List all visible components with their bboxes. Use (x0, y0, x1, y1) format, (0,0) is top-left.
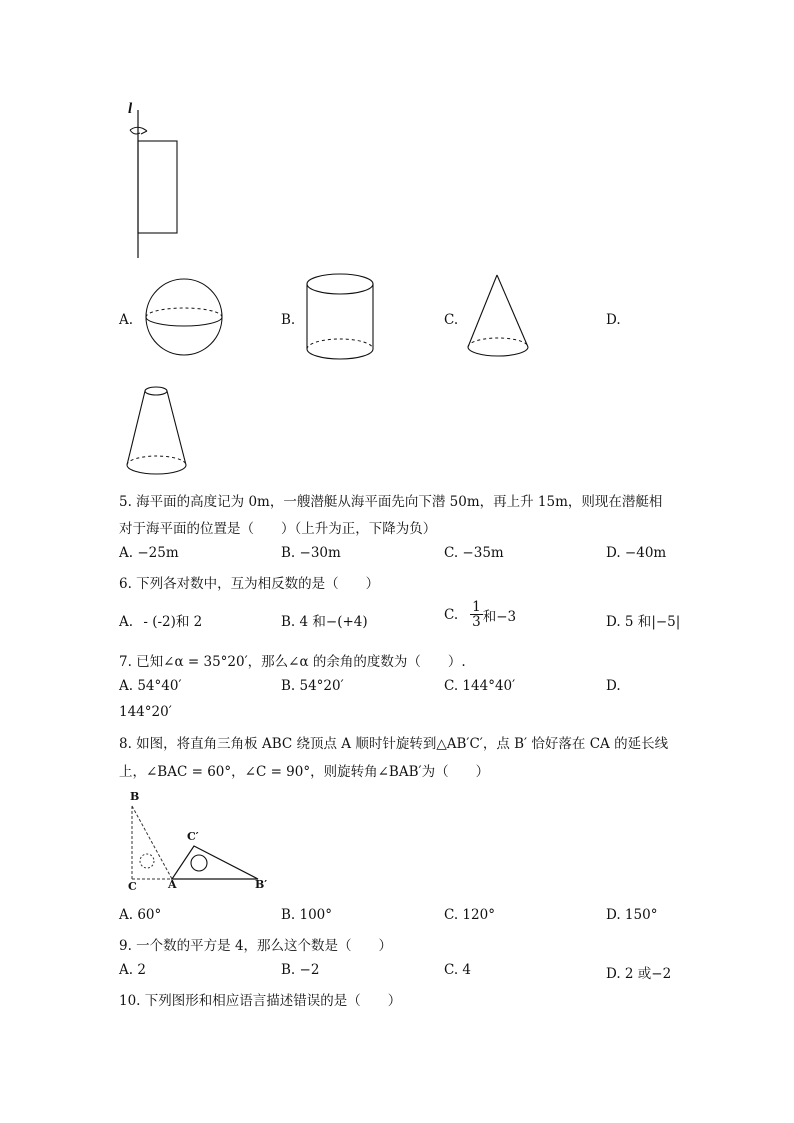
q6-c-prefix: C. (444, 606, 459, 623)
q7-option-a: A. 54°40′ (119, 678, 182, 694)
option-c-label: C. (444, 312, 459, 328)
question-5-line2: 对于海平面的位置是（ ）（上升为正，下降为负） (119, 521, 437, 537)
question-8-line1: 8. 如图，将直角三角板 ABC 绕顶点 A 顺时针旋转到△AB′C′，点 B′ 恰好落在 CA 的延长线 (119, 736, 669, 752)
rotation-diagram (120, 100, 200, 270)
q7-option-d-value: 144°20′ (119, 704, 172, 720)
option-a-label: A. (119, 312, 134, 328)
question-8-line2: 上，∠BAC = 60°，∠C = 90°，则旋转角∠BAB′为（ ） (119, 764, 490, 780)
question-10-stem: 10. 下列图形和相应语言描述错误的是（ ） (119, 993, 402, 1009)
q5-option-c: C. −35m (444, 545, 504, 561)
q7-option-b: B. 54°20′ (281, 678, 344, 694)
q7-option-d: D. (606, 678, 621, 694)
label-C-prime: C′ (187, 830, 199, 843)
q6-a-prefix: A. (119, 614, 134, 630)
q6-b-prefix: B. 4 和 (281, 614, 326, 630)
q9-option-b: B. −2 (281, 962, 320, 978)
option-d-label: D. (606, 312, 621, 328)
q8-option-b: B. 100° (281, 907, 333, 923)
q6-option-c (444, 600, 516, 629)
q6-b-expr: −(+4) (325, 614, 368, 630)
q6-option-b (281, 610, 368, 630)
question-5-line1: 5. 海平面的高度记为 0m，一艘潜艇从海平面先向下潜 50m，再上升 15m，则现在潜艇相 (119, 494, 663, 510)
sphere-shape (145, 278, 225, 358)
q9-option-c: C. 4 (444, 962, 472, 978)
q7-option-c: C. 144°40′ (444, 678, 516, 694)
q6-c-rest: 和−3 (482, 608, 517, 625)
question-7-stem: 7. 已知∠α = 35°20′，那么∠α 的余角的度数为（ ）. (119, 654, 466, 670)
q6-d-prefix: D. 5 和 (606, 614, 652, 630)
q6-c-denominator: 3 (472, 614, 481, 630)
q6-d-expr: |−5| (651, 614, 681, 630)
cone-shape (465, 274, 535, 359)
q6-a-expr: - (-2)和 2 (143, 614, 203, 630)
q9-option-d: D. 2 或−2 (606, 966, 672, 982)
label-A: A (168, 878, 177, 891)
frustum-shape (124, 386, 194, 478)
question-6-stem: 6. 下列各对数中，互为相反数的是（ ） (119, 576, 380, 592)
q9-option-a: A. 2 (119, 962, 146, 978)
q6-option-a (119, 610, 202, 630)
label-B: B (130, 790, 140, 803)
q8-option-d: D. 150° (606, 907, 658, 923)
cylinder-shape (306, 272, 378, 362)
question-9-stem: 9. 一个数的平方是 4，那么这个数是（ ） (119, 938, 393, 954)
option-b-label: B. (281, 312, 296, 328)
q6-option-d (606, 610, 680, 630)
q8-option-c: C. 120° (444, 907, 495, 923)
q6-c-fraction (470, 600, 483, 629)
axis-label: l (128, 101, 133, 117)
q5-option-d: D. −40m (606, 545, 667, 561)
label-C: C (128, 880, 137, 893)
q8-option-a: A. 60° (119, 907, 162, 923)
triangle-diagram (126, 792, 276, 892)
label-B-prime: B′ (255, 878, 268, 891)
q5-option-b: B. −30m (281, 545, 341, 561)
q6-c-numerator: 1 (472, 599, 481, 615)
q5-option-a: A. −25m (119, 545, 179, 561)
